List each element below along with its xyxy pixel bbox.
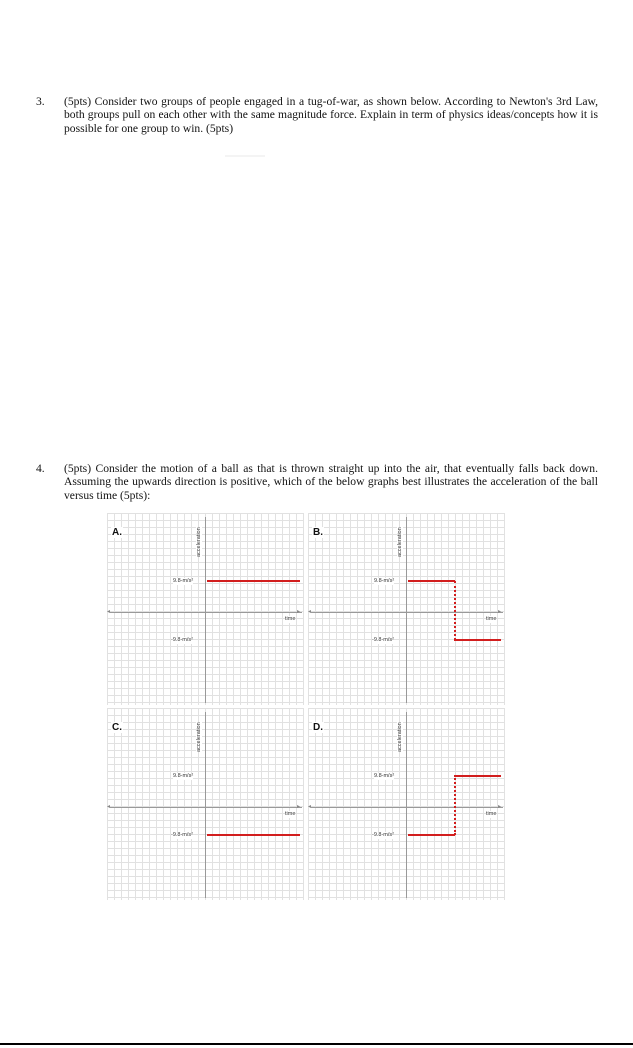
x-axis-label: time [285,811,296,817]
x-axis [110,612,302,613]
x-axis-right-arrow-icon: ▸ [498,608,502,615]
y-axis-label: acceleration [397,527,403,557]
neg-value-label: -9.8-m/s² [372,637,394,643]
x-axis-left-arrow-icon: ◂ [308,608,312,615]
pos-value-label: 9.8-m/s² [173,773,194,779]
y-axis [406,712,407,898]
pos-value-label: 9.8-m/s² [374,578,395,584]
pos-value-label: 9.8-m/s² [173,578,194,584]
x-axis-label: time [285,616,296,622]
graph-d[interactable] [308,708,505,900]
question-4-text: (5pts) Consider the motion of a ball as that is thrown straight up into the air, that eventually falls back down. Assuming the upwards direction is positive, which of the below graphs best illustrates the acceleration of the ball versus time (5pts): [64,462,598,502]
x-axis-right-arrow-icon: ▸ [297,803,301,810]
x-axis [311,807,503,808]
x-axis-label: time [486,616,497,622]
image-placeholder-mark [225,155,265,157]
acceleration-line [207,580,300,582]
question-3-number: 3. [36,95,45,108]
x-axis-right-arrow-icon: ▸ [498,803,502,810]
question-4-number: 4. [36,462,45,475]
graph-a-letter: A. [112,527,122,538]
graph-c[interactable] [107,708,304,900]
x-axis-left-arrow-icon: ◂ [308,803,312,810]
pos-value-label: 9.8-m/s² [374,773,395,779]
question-3 [36,95,598,135]
graph-b-letter: B. [313,527,323,538]
x-axis-label: time [486,811,497,817]
y-axis [406,517,407,703]
y-axis [205,517,206,703]
graph-d-letter: D. [313,722,323,733]
acceleration-jump [454,775,456,835]
graph-b[interactable] [308,513,505,705]
acceleration-line-upper [454,775,501,777]
graph-a[interactable] [107,513,304,705]
acceleration-line-lower [408,834,455,836]
neg-value-label: -9.8-m/s² [372,832,394,838]
neg-value-label: -9.8-m/s² [171,832,193,838]
x-axis-left-arrow-icon: ◂ [107,608,111,615]
acceleration-jump [454,581,456,640]
y-axis-label: acceleration [196,527,202,557]
neg-value-label: -9.8-m/s² [171,637,193,643]
y-axis-label: acceleration [397,722,403,752]
x-axis-left-arrow-icon: ◂ [107,803,111,810]
x-axis-right-arrow-icon: ▸ [297,608,301,615]
x-axis [311,612,503,613]
acceleration-line [207,834,300,836]
graph-c-letter: C. [112,722,122,733]
question-3-text: (5pts) Consider two groups of people engaged in a tug-of-war, as shown below. According to Newton's 3rd Law, both groups pull on each other with the same magnitude force. Explain in term of physics ideas/concepts how it is possible for one group to win. (5pts) [64,95,598,135]
page-bottom-border [0,1043,633,1045]
question-4 [36,462,598,502]
x-axis [110,807,302,808]
y-axis-label: acceleration [196,722,202,752]
acceleration-line-lower [454,639,501,641]
y-axis [205,712,206,898]
acceleration-line-upper [408,580,455,582]
